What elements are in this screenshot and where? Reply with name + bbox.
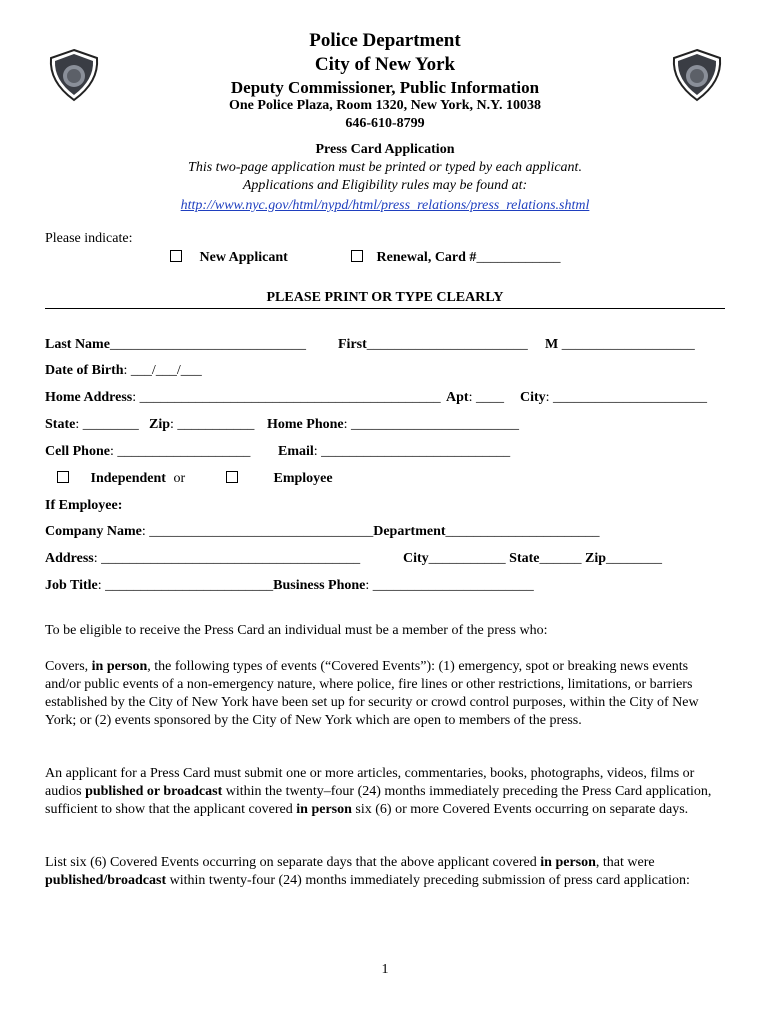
middle-initial-label: M [545,337,559,352]
company-address-field[interactable]: : _____________________________________ [93,551,361,566]
page-subtitle: City of New York [314,54,456,75]
if-employee-heading: If Employee: [45,498,123,513]
company-address-label: Address [45,551,94,566]
or-label: or [173,471,186,486]
last-name-label: Last Name [45,337,110,352]
first-name-field[interactable]: _______________________ [366,337,528,352]
employee-checkbox[interactable] [226,471,238,483]
renewal-checkbox[interactable] [351,250,363,262]
department-label: Department [373,524,446,539]
company-name-field[interactable]: : ________________________________ [141,524,374,539]
home-phone-field[interactable]: : ________________________ [343,417,519,432]
indicate-label: Please indicate: [45,231,133,246]
company-city-label: City [403,551,429,566]
dob-field[interactable]: : ___/___/___ [123,363,202,378]
covered-events-paragraph: Covers, in person, the following types of events (“Covered Events”): (1) emergency, spot or breaking news events and/or public events of a non-emergency nature, where police, fire lines or other restrictions, limitations, or barriers established by the City of New York have been set up for security or crowd control purposes, within the City of New York; or (2) events sponsored by the City of New York which are open to members of the press. [45,659,699,728]
home-address-field[interactable]: : ___________________________________________ [132,390,441,405]
intro-line-2: Applications and Eligibility rules may be found at: [242,178,528,193]
new-applicant-label: New Applicant [199,250,288,265]
state-field[interactable]: : ________ [75,417,139,432]
middle-initial-field[interactable]: ___________________ [561,337,695,352]
office-name: Deputy Commissioner, Public Information [230,78,540,97]
first-name-label: First [338,337,367,352]
company-zip-label: Zip [585,551,607,566]
cell-phone-label: Cell Phone [45,444,110,459]
page-title: Police Department [309,30,461,51]
company-zip-field[interactable]: ________ [606,551,663,566]
email-field[interactable]: : ___________________________ [313,444,511,459]
new-applicant-checkbox[interactable] [170,250,182,262]
rules-link[interactable]: http://www.nyc.gov/html/nypd/html/press_relations/press_relations.shtml [180,198,590,213]
email-label: Email [278,444,314,459]
job-title-field[interactable]: : ________________________ [97,578,274,593]
zip-field[interactable]: : ___________ [170,417,255,432]
cell-phone-field[interactable]: : ___________________ [109,444,251,459]
department-field[interactable]: ______________________ [445,524,600,539]
renewal-label: Renewal, Card # [376,250,477,265]
independent-label: Independent [90,471,166,486]
print-notice: PLEASE PRINT OR TYPE CLEARLY [266,290,504,305]
page-number: 1 [381,962,389,977]
business-phone-field[interactable]: : _______________________ [365,578,534,593]
office-phone: 646-610-8799 [345,116,425,131]
list-events-instruction: List six (6) Covered Events occurring on separate days that the above applicant covered in person, that were published/broadcast within twenty-four (24) months immediately preceding submission of press card application: [45,855,690,888]
apt-field[interactable]: : ____ [468,390,504,405]
company-city-field[interactable]: ___________ [428,551,506,566]
business-phone-label: Business Phone [273,578,366,593]
city-label: City [520,390,546,405]
form-title: Press Card Application [315,142,455,157]
city-field[interactable]: : ______________________ [545,390,708,405]
eligibility-intro: To be eligible to receive the Press Card an individual must be a member of the press who: [45,623,548,638]
intro-line-1: This two-page application must be printed or typed by each applicant. [188,160,582,175]
apt-label: Apt [446,390,469,405]
office-address: One Police Plaza, Room 1320, New York, N.Y. 10038 [229,98,541,113]
independent-checkbox[interactable] [57,471,69,483]
home-phone-label: Home Phone [267,417,344,432]
dob-label: Date of Birth [45,363,124,378]
last-name-field[interactable]: ____________________________ [109,337,306,352]
company-name-label: Company Name [45,524,142,539]
divider [45,308,725,309]
submission-requirement-paragraph: An applicant for a Press Card must submit one or more articles, commentaries, books, photographs, videos, films or audios published or broadcast within the twenty–four (24) months immediately preceding the Press Card application, sufficient to show that the applicant covered in person six (6) or more Covered Events occurring on separate days. [45,766,712,817]
home-address-label: Home Address [45,390,133,405]
job-title-label: Job Title [45,578,98,593]
company-state-field[interactable]: ______ [539,551,582,566]
renewal-card-field[interactable]: ____________ [476,250,561,265]
employee-label: Employee [273,471,333,486]
zip-label: Zip [149,417,171,432]
state-label: State [45,417,76,432]
company-state-label: State [509,551,540,566]
